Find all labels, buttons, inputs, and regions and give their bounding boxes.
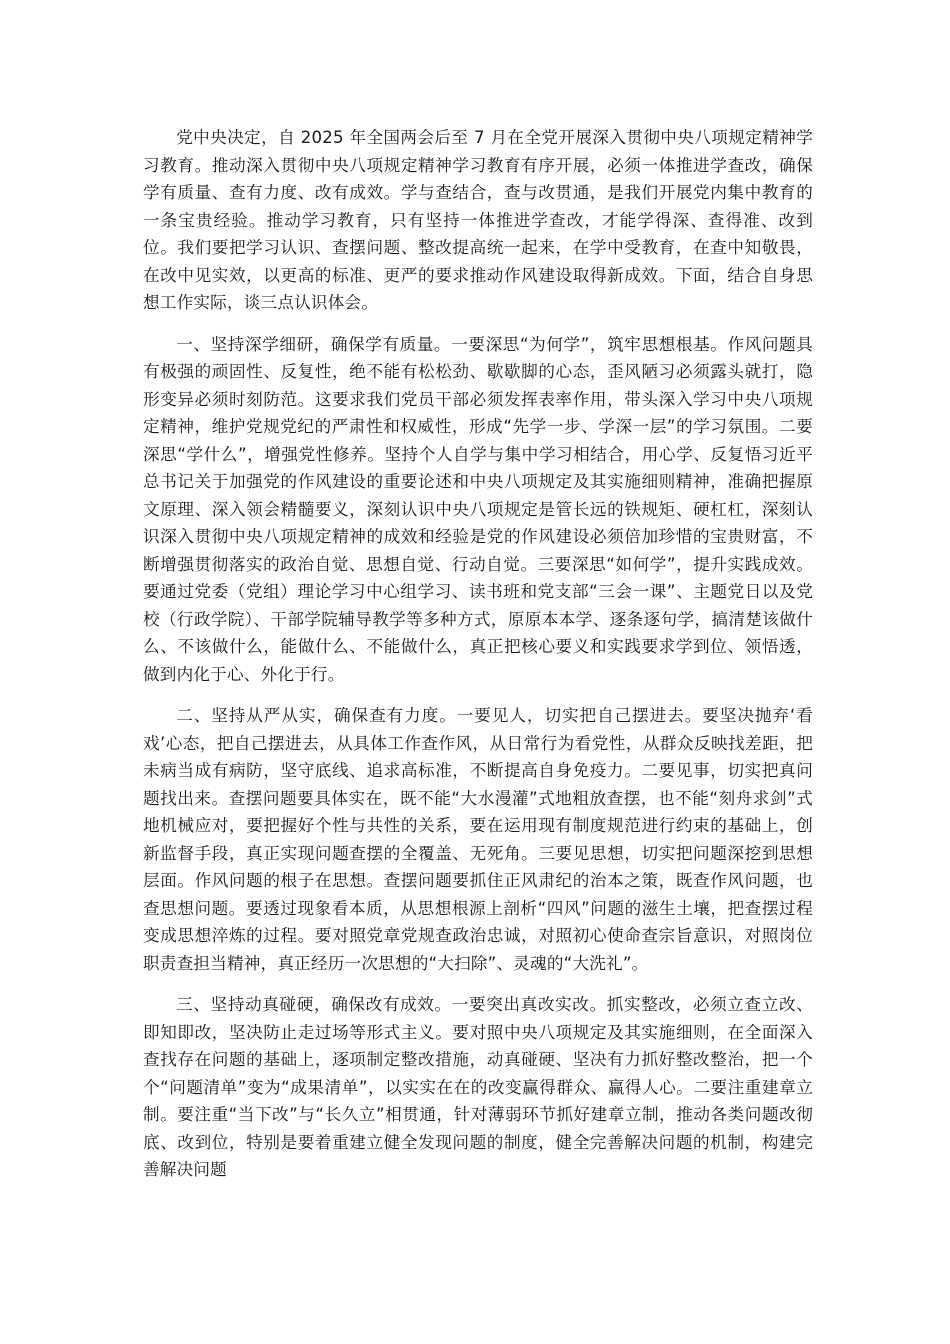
document-page: [143, 124, 813, 1198]
section-two-paragraph: 二、坚持从严从实，确保查有力度。一要见人，切实把自己摆进去。要坚决抛弃‘看戏’心态，把自己摆进去，从具体工作查作风，从日常行为看党性，从群众反映找差距，把未病当成有病防，坚守底线、追求高标准，不断提高自身免疫力。二要见事，切实把真问题找出来。查摆问题要具体实在，既不能“大水漫灌”式地粗放查摆，也不能“刻舟求剑”式地机械应对，要把握好个性与共性的关系，要在运用现有制度规范进行约束的基础上，创新监督手段，真正实现问题查摆的全覆盖、无死角。三要见思想，切实把问题深挖到思想层面。作风问题的根子在思想。查摆问题要抓住正风肃纪的治本之策，既查作风问题，也查思想问题。要透过现象看本质，从思想根源上剖析“四风”问题的滋生土壤，把查摆过程变成思想淬炼的过程。要对照党章党规查政治忠诚，对照初心使命查宗旨意识，对照岗位职责查担当精神，真正经历一次思想的“大扫除”、灵魂的“大洗礼”。: [143, 706, 813, 973]
intro-paragraph: 党中央决定，自 2025 年全国两会后至 7 月在全党开展深入贯彻中央八项规定精神学习教育。推动深入贯彻中央八项规定精神学习教育有序开展，必须一体推进学查改，确保学有质量、查有力度、改有成效。学与查结合，查与改贯通，是我们开展党内集中教育的一条宝贵经验。推动学习教育，只有坚持一体推进学查改，才能学得深、查得准、改到位。我们要把学习认识、查摆问题、整改提高统一起来，在学中受教育，在查中知敬畏，在改中见实效，以更高的标准、更严的要求推动作风建设取得新成效。下面，结合自身思想工作实际，谈三点认识体会。: [143, 128, 813, 312]
section-three-paragraph: 三、坚持动真碰硬，确保改有成效。一要突出真改实改。抓实整改，必须立查立改、即知即改，坚决防止走过场等形式主义。要对照中央八项规定及其实施细则，在全面深入查找存在问题的基础上，逐项制定整改措施，动真碰硬、坚决有力抓好整改整治，把一个个“问题清单”变为“成果清单”，以实实在在的改变赢得群众、赢得人心。二要注重建章立制。要注重“当下改”与“长久立”相贯通，针对薄弱环节抓好建章立制，推动各类问题改彻底、改到位，特别是要着重建立健全发现问题的制度，健全完善解决问题的机制，构建完善解决问题: [143, 995, 813, 1179]
section-one-paragraph: 一、坚持深学细研，确保学有质量。一要深思“为何学”，筑牢思想根基。作风问题具有极强的顽固性、反复性，绝不能有松松劲、歇歇脚的心态，歪风陋习必须露头就打，隐形变异必须时刻防范。这要求我们党员干部必须发挥表率作用，带头深入学习中央八项规定精神，维护党规党纪的严肃性和权威性，形成“先学一步、学深一层”的学习氛围。二要深思“学什么”，增强党性修养。坚持个人自学与集中学习相结合，用心学、反复悟习近平总书记关于加强党的作风建设的重要论述和中央八项规定及其实施细则精神，准确把握原文原理、深入领会精髓要义，深刻认识中央八项规定是管长远的铁规矩、硬杠杠，深刻认识深入贯彻中央八项规定精神的成效和经验是党的作风建设必须倍加珍惜的宝贵财富，不断增强贯彻落实的政治自觉、思想自觉、行动自觉。三要深思“如何学”，提升实践成效。要通过党委（党组）理论学习中心组学习、读书班和党支部“三会一课”、主题党日以及党校（行政学院）、干部学院辅导教学等多种方式，原原本本学、逐条逐句学，搞清楚该做什么、不该做什么，能做什么、不能做什么，真正把核心要义和实践要求学到位、领悟透，做到内化于心、外化于行。: [143, 334, 813, 684]
